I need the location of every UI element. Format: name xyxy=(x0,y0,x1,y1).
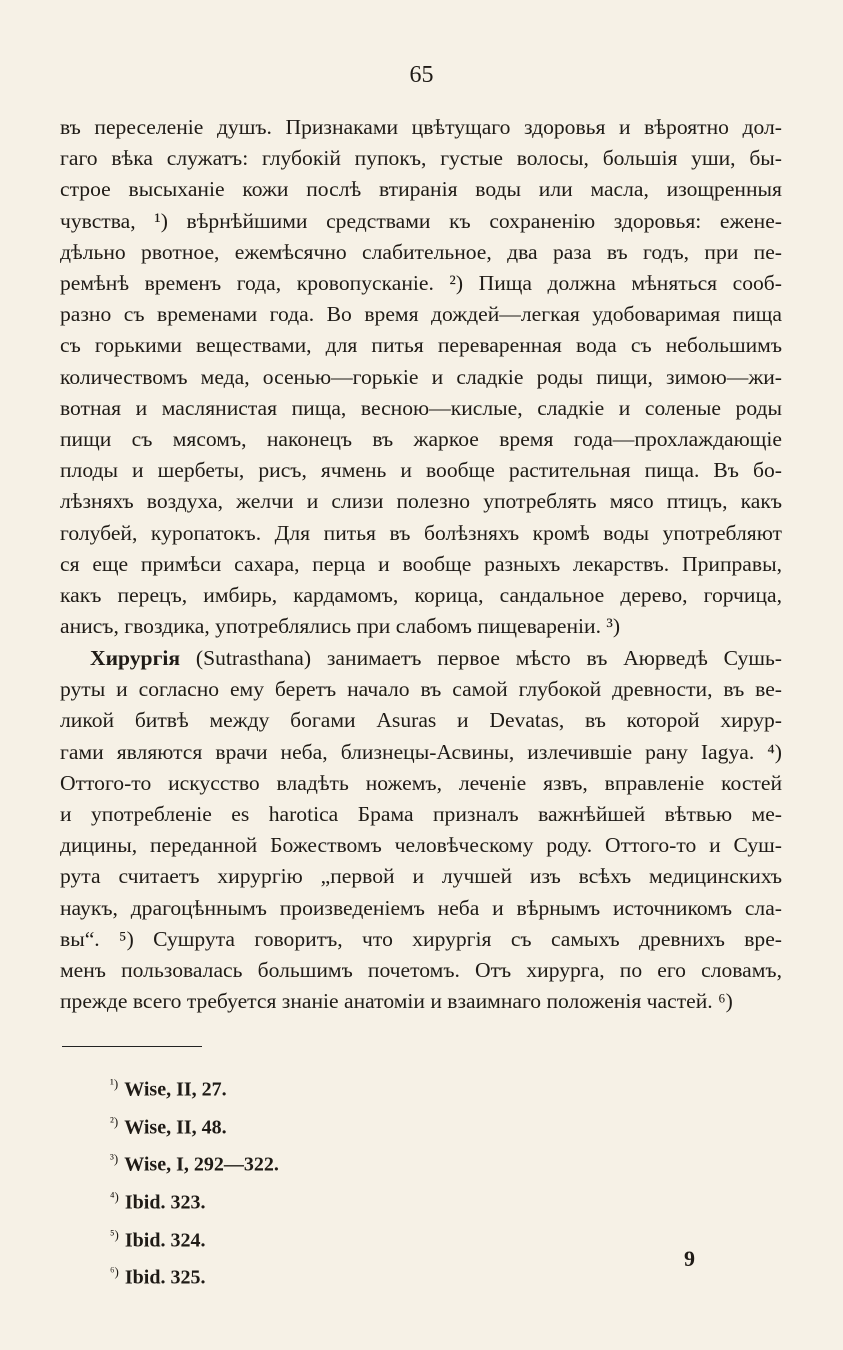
text-line: Оттого-то искусство владѣть ножемъ, леченіе язвъ, вправленіе костей xyxy=(60,770,782,795)
text-line: менъ пользовалась большимъ почетомъ. Отъ хирурга, по его словамъ, xyxy=(60,958,782,983)
footnote-divider xyxy=(62,1046,202,1047)
footnote-text: Wise, I, 292—322. xyxy=(124,1153,279,1176)
text-line: количествомъ меда, осенью—горькіе и сладкіе роды пищи, зимою—жи- xyxy=(60,364,782,389)
footnote-number: ⁶) xyxy=(110,1264,119,1280)
text-line: ликой битвѣ между богами Asuras и Devatas, въ которой хирур- xyxy=(60,708,782,733)
text-line: ся еще примѣси сахара, перца и вообще разныхъ лекарствъ. Приправы, xyxy=(60,551,782,576)
section-heading-surgery: Хирургія xyxy=(90,646,181,670)
footnote xyxy=(110,1219,279,1257)
paragraph-1 xyxy=(60,112,782,642)
footnote xyxy=(110,1143,279,1181)
text-line: строе высыханіе кожи послѣ втиранія воды или масла, изощренныя xyxy=(60,177,782,202)
text-line: лѣзняхъ воздуха, желчи и слизи полезно употреблять мясо птицъ, какъ xyxy=(60,489,782,514)
text-line: какъ перецъ, имбирь, кардамомъ, корица, сандальное дерево, горчица, xyxy=(60,583,782,608)
text-line: дѣльно рвотное, ежемѣсячно слабительное, два раза въ годъ, при пе- xyxy=(60,239,782,264)
footnote xyxy=(110,1256,279,1294)
footnotes xyxy=(110,1068,279,1294)
text-line: въ переселеніе душъ. Признаками цвѣтущаго здоровья и вѣроятно дол- xyxy=(60,115,782,139)
footnote-number: ⁴) xyxy=(110,1188,119,1204)
text-line: ремѣнѣ временъ года, кровопусканіе. ²) Пища должна мѣняться сооб- xyxy=(60,271,782,296)
text-line: наукъ, драгоцѣннымъ произведеніемъ неба и вѣрнымъ источникомъ сла- xyxy=(60,895,782,920)
text-line: плоды и шербеты, рисъ, ячмень и вообще растительная пища. Въ бо- xyxy=(60,458,782,483)
footnote-text: Ibid. 324. xyxy=(124,1229,206,1252)
text-line: дицины, переданной Божествомъ человѣческому роду. Оттого-то и Суш- xyxy=(60,833,782,858)
footnote-number: ³) xyxy=(110,1151,119,1167)
footnote-text: Wise, II, 27. xyxy=(124,1078,227,1101)
text-line: голубей, куропатокъ. Для питья въ болѣзняхъ кромѣ воды употребляют xyxy=(60,520,782,545)
page-number: 65 xyxy=(409,62,434,88)
footnote-number: ¹) xyxy=(110,1076,119,1091)
text-line: вы“. ⁵) Сушрута говоритъ, что хирургія съ самыхъ древнихъ вре- xyxy=(60,926,782,951)
footnote-number: ²) xyxy=(110,1113,119,1129)
text-line: съ горькими веществами, для питья переваренная вода съ небольшимъ xyxy=(60,333,782,358)
footnote-text: Ibid. 325. xyxy=(124,1266,206,1289)
footnote xyxy=(110,1181,279,1219)
text-line: анисъ, гвоздика, употреблялись при слабомъ пищевареніи. ³) xyxy=(60,614,621,639)
footnote xyxy=(110,1068,279,1106)
text-line: чувства, ¹) вѣрнѣйшими средствами къ сохраненію здоровья: ежене- xyxy=(60,208,782,233)
text-line xyxy=(60,643,782,674)
text-line: гаго вѣка служатъ: глубокій пупокъ, густые волосы, большія уши, бы- xyxy=(60,146,782,171)
text-line-rest: (Sutrasthana) занимаетъ первое мѣсто въ Аюрведѣ Сушь- xyxy=(195,646,782,670)
signature-mark: 9 xyxy=(684,1246,695,1271)
footnote-text: Ibid. 323. xyxy=(124,1191,206,1214)
text-line: руты и согласно ему беретъ начало въ самой глубокой древности, въ ве- xyxy=(60,677,782,702)
text-line: прежде всего требуется знаніе анатоміи и взаимнаго положенія частей. ⁶) xyxy=(60,989,733,1014)
text-line: рута считаетъ хирургію „первой и лучшей изъ всѣхъ медицинскихъ xyxy=(60,864,782,889)
text-line: вотная и маслянистая пища, весною—кислые, сладкіе и соленые роды xyxy=(60,395,782,420)
paragraph-2 xyxy=(60,643,782,1017)
footnote-number: ⁵) xyxy=(110,1226,119,1242)
footnote-text: Wise, II, 48. xyxy=(124,1116,227,1139)
text-line: пищи съ мясомъ, наконецъ въ жаркое время года—прохлаждающіе xyxy=(60,427,782,452)
text-line: гами являются врачи неба, близнецы-Асвины, излечившіе рану Iagya. ⁴) xyxy=(60,739,782,764)
footnote xyxy=(110,1106,279,1144)
text-line: разно съ временами года. Во время дождей—легкая удобоваримая пища xyxy=(60,302,782,327)
text-line: и употребленіе es harotica Брама призналъ важнѣйшей вѣтвью ме- xyxy=(60,802,782,827)
